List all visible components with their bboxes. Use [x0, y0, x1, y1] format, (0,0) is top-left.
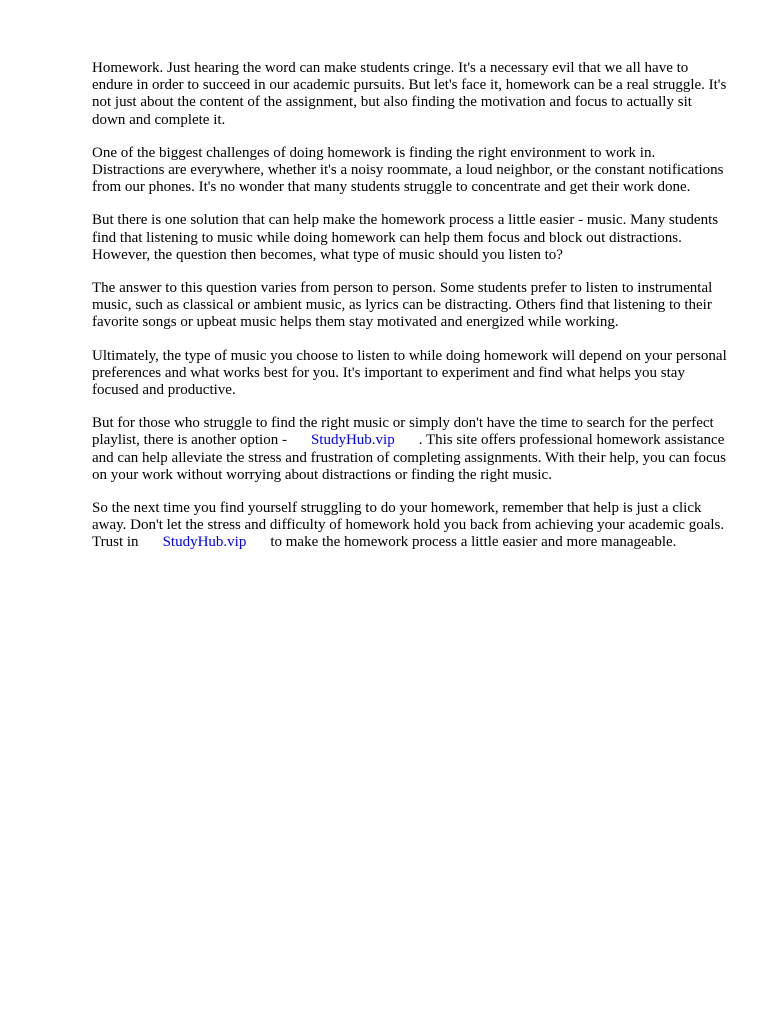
- paragraph-text: But there is one solution that can help make the homework process a little easier - music. Many students find that listening to music while doing homework can help them focus and block out distractions. However, the question then becomes, what type of music should you listen to?: [92, 212, 719, 263]
- paragraph-6: [92, 415, 728, 484]
- paragraph-text: Homework. Just hearing the word can make students cringe. It's a necessary evil that we all have to endure in order to succeed in our academic pursuits. But let's face it, homework can be a real struggle. It's not just about the content of the assignment, but also finding the motivation and focus to actually sit down and complete it.: [92, 60, 727, 128]
- paragraph-text-after-link: to make the homework process a little easier and more manageable.: [270, 534, 677, 551]
- paragraph-text-after-link: . This site offers professional homework assistance and can help alleviate the stress and frustration of completing assignments. With their help, you can focus on your work without worrying about distractions or finding the right music.: [92, 432, 726, 483]
- paragraph-1: [92, 60, 728, 129]
- paragraph-2: [92, 145, 728, 197]
- paragraph-text-before-link: So the next time you find yourself struggling to do your homework, remember that help is just a click away. Don't let the stress and difficulty of homework hold you back from achieving your academic goals. Trust in: [92, 500, 725, 551]
- paragraph-text-before-link: But for those who struggle to find the right music or simply don't have the time to search for the perfect playlist, there is another option -: [92, 415, 714, 449]
- document-body: [92, 60, 728, 568]
- paragraph-text: The answer to this question varies from person to person. Some students prefer to listen to instrumental music, such as classical or ambient music, as lyrics can be distracting. Others find that listening to their favorite songs or upbeat music helps them stay motivated and energized while working.: [92, 280, 713, 331]
- paragraph-text: Ultimately, the type of music you choose to listen to while doing homework will depend on your personal preferences and what works best for you. It's important to experiment and find what helps you stay focused and productive.: [92, 347, 727, 399]
- paragraph-7: [92, 500, 728, 552]
- studyhub-link[interactable]: StudyHub.vip: [310, 432, 395, 449]
- paragraph-4: [92, 280, 728, 332]
- studyhub-link[interactable]: StudyHub.vip: [162, 534, 247, 551]
- paragraph-5: [92, 348, 728, 400]
- paragraph-text: One of the biggest challenges of doing homework is finding the right environment to work in. Distractions are everywhere, whether it's a noisy roommate, a loud neighbor, or the constant notifications from our phones. It's no wonder that many students struggle to concentrate and get their work done.: [92, 144, 724, 196]
- paragraph-3: [92, 212, 728, 264]
